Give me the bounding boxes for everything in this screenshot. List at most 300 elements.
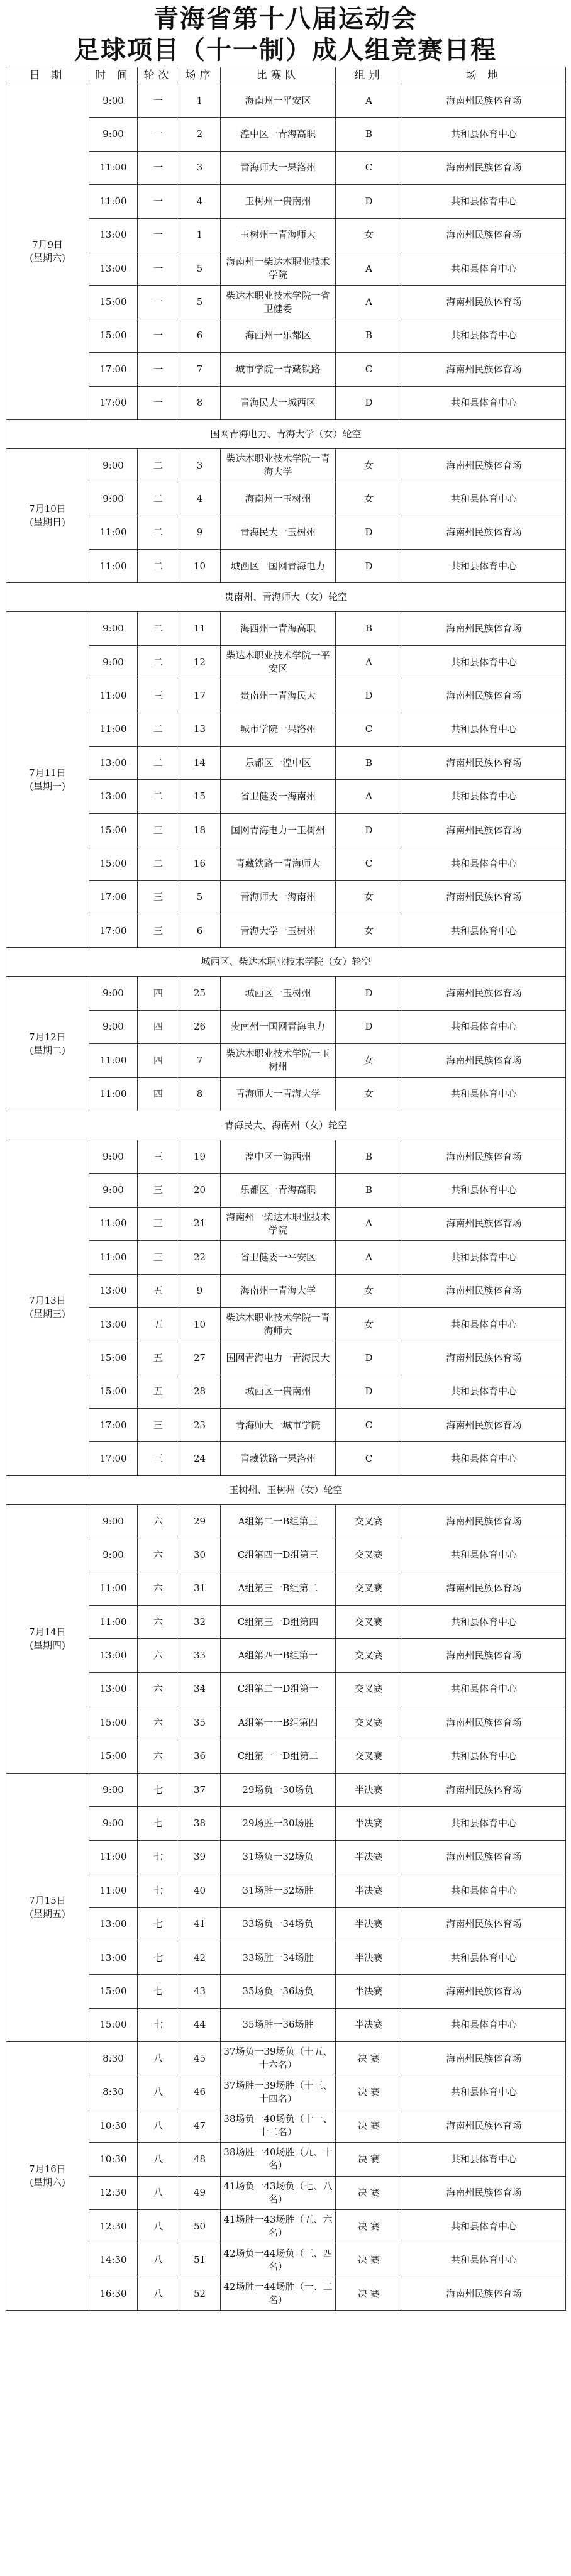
match-cell: 44 xyxy=(179,2008,221,2041)
match-cell: 21 xyxy=(179,1207,221,1240)
time-cell: 17:00 xyxy=(89,880,138,914)
venue-cell: 共和县体育中心 xyxy=(402,550,566,583)
time-cell: 9:00 xyxy=(89,1538,138,1572)
group-cell: B xyxy=(336,747,402,780)
group-cell: C xyxy=(336,1442,402,1475)
round-cell: 七 xyxy=(138,1773,179,1806)
teams-cell: 青藏铁路一果洛州 xyxy=(221,1442,336,1475)
column-header: 场 地 xyxy=(402,67,566,84)
time-cell: 13:00 xyxy=(89,1907,138,1941)
teams-cell: 城市学院一果洛州 xyxy=(221,713,336,746)
group-cell: 交叉赛 xyxy=(336,1740,402,1773)
group-cell: B xyxy=(336,319,402,352)
round-cell: 八 xyxy=(138,2277,179,2310)
time-cell: 15:00 xyxy=(89,1341,138,1375)
time-cell: 9:00 xyxy=(89,1010,138,1043)
match-cell: 1 xyxy=(179,84,221,118)
teams-cell: A组第三一B组第二 xyxy=(221,1572,336,1605)
teams-cell: A组第二一B组第三 xyxy=(221,1504,336,1538)
venue-cell: 共和县体育中心 xyxy=(402,1241,566,1274)
round-cell: 三 xyxy=(138,1140,179,1173)
table-row xyxy=(6,2210,566,2243)
table-row xyxy=(6,218,566,252)
match-cell: 15 xyxy=(179,780,221,813)
time-cell: 11:00 xyxy=(89,1840,138,1874)
time-cell: 9:00 xyxy=(89,482,138,516)
table-row xyxy=(6,780,566,813)
match-cell: 24 xyxy=(179,1442,221,1475)
group-cell: 决 赛 xyxy=(336,2277,402,2310)
teams-cell: 青海民大一城西区 xyxy=(221,386,336,419)
venue-cell: 海南州民族体育场 xyxy=(402,1341,566,1375)
group-cell: 半决赛 xyxy=(336,1840,402,1874)
table-row xyxy=(6,1672,566,1706)
venue-cell: 海南州民族体育场 xyxy=(402,353,566,386)
teams-cell: 城西区一玉树州 xyxy=(221,977,336,1010)
teams-cell: 省卫健委一平安区 xyxy=(221,1241,336,1274)
round-cell: 六 xyxy=(138,1706,179,1740)
date-cell xyxy=(6,2042,89,2311)
group-cell: D xyxy=(336,679,402,713)
venue-cell: 共和县体育中心 xyxy=(402,1740,566,1773)
group-cell: C xyxy=(336,713,402,746)
round-cell: 八 xyxy=(138,2210,179,2243)
table-row xyxy=(6,747,566,780)
time-cell: 11:00 xyxy=(89,1077,138,1111)
table-row xyxy=(6,1606,566,1639)
round-cell: 一 xyxy=(138,319,179,352)
group-cell: D xyxy=(336,1010,402,1043)
venue-cell: 海南州民族体育场 xyxy=(402,516,566,549)
round-cell: 二 xyxy=(138,448,179,482)
match-cell: 1 xyxy=(179,218,221,252)
bye-note: 青海民大、海南州（女）轮空 xyxy=(6,1111,566,1140)
group-cell: 女 xyxy=(336,914,402,947)
group-cell: 交叉赛 xyxy=(336,1504,402,1538)
group-cell: 交叉赛 xyxy=(336,1606,402,1639)
table-row xyxy=(6,286,566,319)
time-cell: 17:00 xyxy=(89,1409,138,1442)
venue-cell: 共和县体育中心 xyxy=(402,1941,566,1974)
teams-cell: C组第四一D组第三 xyxy=(221,1538,336,1572)
match-cell: 19 xyxy=(179,1140,221,1173)
group-cell: 半决赛 xyxy=(336,1874,402,1907)
table-row xyxy=(6,386,566,419)
teams-cell: 35场负一36场负 xyxy=(221,1975,336,2008)
round-cell: 二 xyxy=(138,645,179,679)
group-cell: A xyxy=(336,645,402,679)
match-cell: 3 xyxy=(179,151,221,184)
round-cell: 一 xyxy=(138,84,179,118)
round-cell: 六 xyxy=(138,1504,179,1538)
weekday-label: (星期三) xyxy=(30,1308,65,1320)
match-cell: 37 xyxy=(179,1773,221,1806)
venue-cell: 海南州民族体育场 xyxy=(402,1409,566,1442)
match-cell: 26 xyxy=(179,1010,221,1043)
time-cell: 9:00 xyxy=(89,645,138,679)
round-cell: 四 xyxy=(138,1077,179,1111)
table-row xyxy=(6,1504,566,1538)
table-row xyxy=(6,2008,566,2041)
table-row xyxy=(6,1706,566,1740)
time-cell: 11:00 xyxy=(89,151,138,184)
time-cell: 17:00 xyxy=(89,914,138,947)
table-row xyxy=(6,880,566,914)
venue-cell: 海南州民族体育场 xyxy=(402,448,566,482)
group-cell: 女 xyxy=(336,1044,402,1077)
group-cell: B xyxy=(336,118,402,151)
match-cell: 9 xyxy=(179,1274,221,1307)
teams-cell: 海南州一平安区 xyxy=(221,84,336,118)
venue-cell: 共和县体育中心 xyxy=(402,645,566,679)
match-cell: 7 xyxy=(179,353,221,386)
round-cell: 六 xyxy=(138,1538,179,1572)
venue-cell: 海南州民族体育场 xyxy=(402,1773,566,1806)
match-cell: 7 xyxy=(179,1044,221,1077)
teams-cell: 湟中区一海西州 xyxy=(221,1140,336,1173)
venue-cell: 海南州民族体育场 xyxy=(402,747,566,780)
table-row xyxy=(6,679,566,713)
round-cell: 一 xyxy=(138,386,179,419)
venue-cell: 海南州民族体育场 xyxy=(402,977,566,1010)
venue-cell: 海南州民族体育场 xyxy=(402,1044,566,1077)
table-row xyxy=(6,185,566,218)
teams-cell: 42场胜一44场胜（一、二名） xyxy=(221,2277,336,2310)
time-cell: 9:00 xyxy=(89,612,138,645)
match-cell: 16 xyxy=(179,847,221,880)
round-cell: 七 xyxy=(138,1907,179,1941)
group-cell: 决 赛 xyxy=(336,2109,402,2142)
time-cell: 17:00 xyxy=(89,353,138,386)
group-cell: C xyxy=(336,353,402,386)
round-cell: 三 xyxy=(138,1207,179,1240)
match-cell: 4 xyxy=(179,482,221,516)
group-cell: 决 赛 xyxy=(336,2042,402,2075)
round-cell: 五 xyxy=(138,1307,179,1341)
group-cell: 交叉赛 xyxy=(336,1538,402,1572)
table-row xyxy=(6,118,566,151)
teams-cell: 青海师大一城市学院 xyxy=(221,1409,336,1442)
date-label: 7月15日 xyxy=(29,1895,66,1907)
round-cell: 二 xyxy=(138,550,179,583)
time-cell: 13:00 xyxy=(89,1941,138,1974)
round-cell: 三 xyxy=(138,914,179,947)
venue-cell: 共和县体育中心 xyxy=(402,252,566,285)
venue-cell: 海南州民族体育场 xyxy=(402,1706,566,1740)
teams-cell: 41场负一43场负（七、八名） xyxy=(221,2176,336,2209)
table-row xyxy=(6,2143,566,2176)
table-row xyxy=(6,713,566,746)
column-header: 场序 xyxy=(179,67,221,84)
time-cell: 15:00 xyxy=(89,1375,138,1408)
match-cell: 32 xyxy=(179,1606,221,1639)
time-cell: 13:00 xyxy=(89,1307,138,1341)
time-cell: 9:00 xyxy=(89,84,138,118)
round-cell: 一 xyxy=(138,118,179,151)
round-cell: 六 xyxy=(138,1672,179,1706)
table-row xyxy=(6,1538,566,1572)
round-cell: 八 xyxy=(138,2176,179,2209)
venue-cell: 海南州民族体育场 xyxy=(402,1639,566,1672)
venue-cell: 海南州民族体育场 xyxy=(402,612,566,645)
time-cell: 15:00 xyxy=(89,286,138,319)
table-row xyxy=(6,1140,566,1173)
round-cell: 三 xyxy=(138,813,179,847)
date-label: 7月10日 xyxy=(29,503,66,515)
teams-cell: 青海民大一玉树州 xyxy=(221,516,336,549)
group-cell: 半决赛 xyxy=(336,1907,402,1941)
venue-cell: 海南州民族体育场 xyxy=(402,2109,566,2142)
date-cell xyxy=(6,84,89,420)
time-cell: 13:00 xyxy=(89,252,138,285)
table-row xyxy=(6,84,566,118)
venue-cell: 海南州民族体育场 xyxy=(402,151,566,184)
teams-cell: 柴达木职业技术学院一平安区 xyxy=(221,645,336,679)
venue-cell: 共和县体育中心 xyxy=(402,2008,566,2041)
bye-note: 玉树州、玉树州（女）轮空 xyxy=(6,1475,566,1504)
round-cell: 一 xyxy=(138,151,179,184)
round-cell: 一 xyxy=(138,185,179,218)
table-row xyxy=(6,448,566,482)
teams-cell: 海西州一青海高职 xyxy=(221,612,336,645)
time-cell: 9:00 xyxy=(89,448,138,482)
round-cell: 八 xyxy=(138,2042,179,2075)
group-cell: A xyxy=(336,286,402,319)
match-cell: 30 xyxy=(179,1538,221,1572)
teams-cell: 33场胜一34场胜 xyxy=(221,1941,336,1974)
match-cell: 50 xyxy=(179,2210,221,2243)
table-row xyxy=(6,1207,566,1240)
time-cell: 15:00 xyxy=(89,1740,138,1773)
match-cell: 10 xyxy=(179,1307,221,1341)
match-cell: 2 xyxy=(179,118,221,151)
teams-cell: 38场胜一40场胜（九、十名） xyxy=(221,2143,336,2176)
match-cell: 22 xyxy=(179,1241,221,1274)
round-cell: 七 xyxy=(138,1941,179,1974)
venue-cell: 共和县体育中心 xyxy=(402,1174,566,1207)
table-row xyxy=(6,1044,566,1077)
match-cell: 8 xyxy=(179,1077,221,1111)
group-cell: 半决赛 xyxy=(336,2008,402,2041)
match-cell: 25 xyxy=(179,977,221,1010)
time-cell: 11:00 xyxy=(89,1874,138,1907)
teams-cell: C组第三一D组第四 xyxy=(221,1606,336,1639)
time-cell: 13:00 xyxy=(89,1274,138,1307)
table-row xyxy=(6,847,566,880)
teams-cell: 海南州一青海大学 xyxy=(221,1274,336,1307)
venue-cell: 海南州民族体育场 xyxy=(402,286,566,319)
round-cell: 三 xyxy=(138,1241,179,1274)
group-cell: 女 xyxy=(336,1274,402,1307)
time-cell: 15:00 xyxy=(89,813,138,847)
time-cell: 9:00 xyxy=(89,1140,138,1173)
venue-cell: 共和县体育中心 xyxy=(402,713,566,746)
teams-cell: 贵南州一青海民大 xyxy=(221,679,336,713)
round-cell: 一 xyxy=(138,218,179,252)
venue-cell: 共和县体育中心 xyxy=(402,2243,566,2277)
match-cell: 39 xyxy=(179,1840,221,1874)
group-cell: D xyxy=(336,1375,402,1408)
group-cell: C xyxy=(336,151,402,184)
bye-note: 贵南州、青海师大（女）轮空 xyxy=(6,583,566,612)
table-row xyxy=(6,252,566,285)
teams-cell: 35场胜一36场胜 xyxy=(221,2008,336,2041)
time-cell: 9:00 xyxy=(89,118,138,151)
table-row xyxy=(6,1241,566,1274)
table-row xyxy=(6,1572,566,1605)
round-cell: 五 xyxy=(138,1341,179,1375)
round-cell: 二 xyxy=(138,847,179,880)
teams-cell: 青海大学一玉树州 xyxy=(221,914,336,947)
match-cell: 46 xyxy=(179,2075,221,2109)
group-cell: 决 赛 xyxy=(336,2210,402,2243)
teams-cell: 29场胜一30场胜 xyxy=(221,1807,336,1840)
weekday-label: (星期一) xyxy=(30,780,65,792)
venue-cell: 共和县体育中心 xyxy=(402,2075,566,2109)
bye-row xyxy=(6,419,566,448)
group-cell: 女 xyxy=(336,482,402,516)
time-cell: 17:00 xyxy=(89,1442,138,1475)
venue-cell: 海南州民族体育场 xyxy=(402,1140,566,1173)
time-cell: 9:00 xyxy=(89,1174,138,1207)
match-cell: 5 xyxy=(179,880,221,914)
date-label: 7月13日 xyxy=(29,1295,66,1307)
round-cell: 二 xyxy=(138,516,179,549)
table-row xyxy=(6,2277,566,2310)
table-row xyxy=(6,2176,566,2209)
time-cell: 9:00 xyxy=(89,977,138,1010)
teams-cell: 青海师大一海南州 xyxy=(221,880,336,914)
time-cell: 12:30 xyxy=(89,2176,138,2209)
column-header: 时 间 xyxy=(89,67,138,84)
time-cell: 15:00 xyxy=(89,1706,138,1740)
group-cell: 半决赛 xyxy=(336,1975,402,2008)
time-cell: 13:00 xyxy=(89,1672,138,1706)
column-header: 比赛队 xyxy=(221,67,336,84)
weekday-label: (星期六) xyxy=(30,2177,65,2189)
time-cell: 9:00 xyxy=(89,1807,138,1840)
table-row xyxy=(6,2109,566,2142)
round-cell: 六 xyxy=(138,1639,179,1672)
time-cell: 11:00 xyxy=(89,1241,138,1274)
venue-cell: 共和县体育中心 xyxy=(402,386,566,419)
teams-cell: 海南州一柴达木职业技术学院 xyxy=(221,1207,336,1240)
group-cell: 半决赛 xyxy=(336,1773,402,1806)
round-cell: 三 xyxy=(138,880,179,914)
teams-cell: A组第四一B组第一 xyxy=(221,1639,336,1672)
round-cell: 二 xyxy=(138,713,179,746)
table-row xyxy=(6,516,566,549)
match-cell: 27 xyxy=(179,1341,221,1375)
match-cell: 12 xyxy=(179,645,221,679)
header-row xyxy=(6,67,566,84)
time-cell: 10:30 xyxy=(89,2109,138,2142)
teams-cell: 青海师大一青海大学 xyxy=(221,1077,336,1111)
round-cell: 五 xyxy=(138,1274,179,1307)
group-cell: 交叉赛 xyxy=(336,1572,402,1605)
time-cell: 12:30 xyxy=(89,2210,138,2243)
title-line-2: 足球项目（十一制）成人组竞赛日程 xyxy=(74,35,497,65)
teams-cell: 42场负一44场负（三、四名） xyxy=(221,2243,336,2277)
teams-cell: 海南州一玉树州 xyxy=(221,482,336,516)
teams-cell: 柴达木职业技术学院一玉树州 xyxy=(221,1044,336,1077)
venue-cell: 共和县体育中心 xyxy=(402,2143,566,2176)
bye-note: 城西区、柴达木职业技术学院（女）轮空 xyxy=(6,948,566,977)
round-cell: 六 xyxy=(138,1572,179,1605)
match-cell: 38 xyxy=(179,1807,221,1840)
time-cell: 17:00 xyxy=(89,386,138,419)
round-cell: 五 xyxy=(138,1375,179,1408)
match-cell: 33 xyxy=(179,1639,221,1672)
time-cell: 11:00 xyxy=(89,679,138,713)
group-cell: 女 xyxy=(336,218,402,252)
group-cell: D xyxy=(336,813,402,847)
match-cell: 4 xyxy=(179,185,221,218)
time-cell: 9:00 xyxy=(89,1773,138,1806)
match-cell: 49 xyxy=(179,2176,221,2209)
time-cell: 13:00 xyxy=(89,218,138,252)
group-cell: 半决赛 xyxy=(336,1941,402,1974)
time-cell: 11:00 xyxy=(89,550,138,583)
group-cell: 交叉赛 xyxy=(336,1639,402,1672)
teams-cell: 玉树州一贵南州 xyxy=(221,185,336,218)
teams-cell: 国网青海电力一青海民大 xyxy=(221,1341,336,1375)
teams-cell: 柴达木职业技术学院一省卫健委 xyxy=(221,286,336,319)
teams-cell: C组第二一D组第一 xyxy=(221,1672,336,1706)
venue-cell: 共和县体育中心 xyxy=(402,914,566,947)
round-cell: 一 xyxy=(138,353,179,386)
group-cell: B xyxy=(336,1140,402,1173)
venue-cell: 共和县体育中心 xyxy=(402,118,566,151)
group-cell: 决 赛 xyxy=(336,2243,402,2277)
venue-cell: 海南州民族体育场 xyxy=(402,1572,566,1605)
group-cell: B xyxy=(336,1174,402,1207)
venue-cell: 海南州民族体育场 xyxy=(402,1504,566,1538)
match-cell: 9 xyxy=(179,516,221,549)
date-label: 7月16日 xyxy=(29,2163,66,2175)
weekday-label: (星期二) xyxy=(30,1044,65,1056)
group-cell: B xyxy=(336,612,402,645)
weekday-label: (星期四) xyxy=(30,1639,65,1651)
group-cell: D xyxy=(336,185,402,218)
table-row xyxy=(6,482,566,516)
table-row xyxy=(6,1840,566,1874)
match-cell: 5 xyxy=(179,252,221,285)
table-row xyxy=(6,1907,566,1941)
round-cell: 一 xyxy=(138,286,179,319)
time-cell: 13:00 xyxy=(89,747,138,780)
round-cell: 八 xyxy=(138,2143,179,2176)
round-cell: 四 xyxy=(138,1010,179,1043)
round-cell: 二 xyxy=(138,482,179,516)
group-cell: D xyxy=(336,386,402,419)
match-cell: 51 xyxy=(179,2243,221,2277)
round-cell: 四 xyxy=(138,1044,179,1077)
venue-cell: 共和县体育中心 xyxy=(402,1077,566,1111)
venue-cell: 海南州民族体育场 xyxy=(402,1207,566,1240)
venue-cell: 海南州民族体育场 xyxy=(402,2277,566,2310)
group-cell: A xyxy=(336,84,402,118)
venue-cell: 海南州民族体育场 xyxy=(402,1907,566,1941)
venue-cell: 共和县体育中心 xyxy=(402,1807,566,1840)
teams-cell: 海西州一乐都区 xyxy=(221,319,336,352)
group-cell: 交叉赛 xyxy=(336,1672,402,1706)
date-cell xyxy=(6,612,89,948)
teams-cell: 柴达木职业技术学院一青海师大 xyxy=(221,1307,336,1341)
table-row xyxy=(6,2075,566,2109)
table-row xyxy=(6,612,566,645)
teams-cell: 青藏铁路一青海师大 xyxy=(221,847,336,880)
